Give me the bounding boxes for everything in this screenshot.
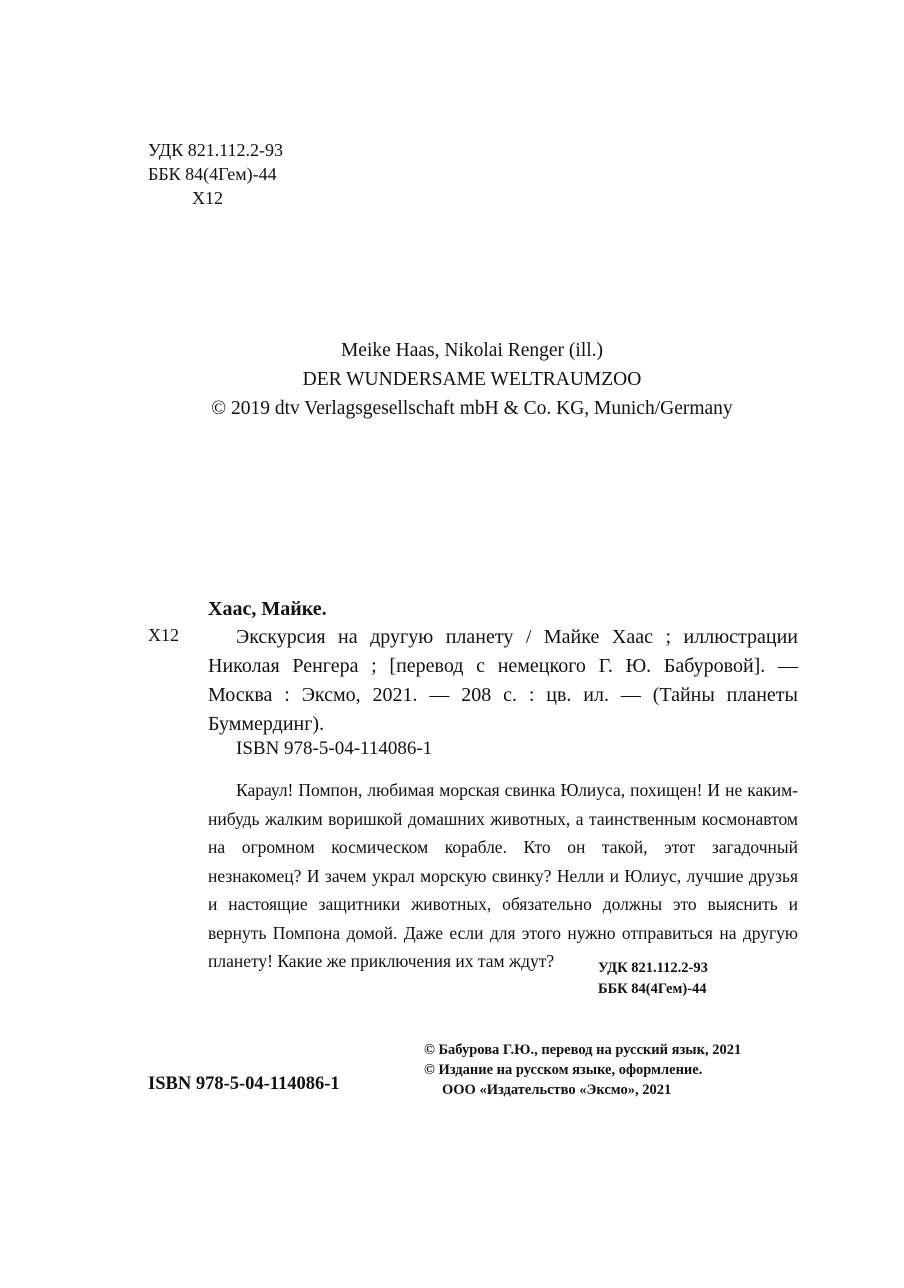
udk-code: УДК 821.112.2-93 [148,140,284,160]
shelf-code: Х12 [148,625,179,645]
classification-block [148,138,283,210]
copyright-edition: © Издание на русском языке, оформление. [424,1062,703,1078]
author-sign: Х12 [192,188,223,208]
bbk-code: ББК 84(4Гем)-44 [148,164,277,184]
bibliographic-description: Экскурсия на другую планету / Майке Хаас ; иллюстрации Николая Ренгера ; [перевод с немецкого Г. Ю. Бабуровой]. — Москва : Эксмо, 2021. — 208 с. : цв. ил. — (Тайны планеты Буммердинг). [208,626,798,735]
author-heading: Хаас, Майке. [208,598,327,620]
original-title: DER WUNDERSAME WELTRAUMZOO [302,369,642,390]
isbn-record: ISBN 978-5-04-114086-1 [236,738,433,759]
bbk-code-small: ББК 84(4Гем)-44 [598,981,707,997]
copyright-block [424,1040,741,1100]
original-edition-info [0,336,904,423]
annotation-text: Караул! Помпон, любимая морская свинка Юлиуса, похищен! И не каким-нибудь жалким воришкой домашних животных, а таинственным космонавтом на огромном космическом корабле. Кто он такой, этот загадочный незнакомец? И зачем украл морскую свинку? Нелли и Юлиус, лучшие друзья и настоящие защитники животных, обязательно должны это выяснить и вернуть Помпона домой. Даже если для этого нужно отправиться на другую планету! Какие же приключения их там ждут? [208,780,798,971]
udk-code-small: УДК 821.112.2-93 [598,960,708,976]
copyright-translation: © Бабурова Г.Ю., перевод на русский язык, 2021 [424,1042,742,1058]
original-authors: Meike Haas, Nikolai Renger (ill.) [340,340,604,361]
original-copyright: © 2019 dtv Verlagsgesellschaft mbH & Co. KG, Munich/Germany [211,398,733,419]
isbn-bottom: ISBN 978-5-04-114086-1 [148,1074,340,1094]
classification-small [598,958,798,1000]
copyright-publisher: ООО «Издательство «Эксмо», 2021 [442,1082,672,1098]
